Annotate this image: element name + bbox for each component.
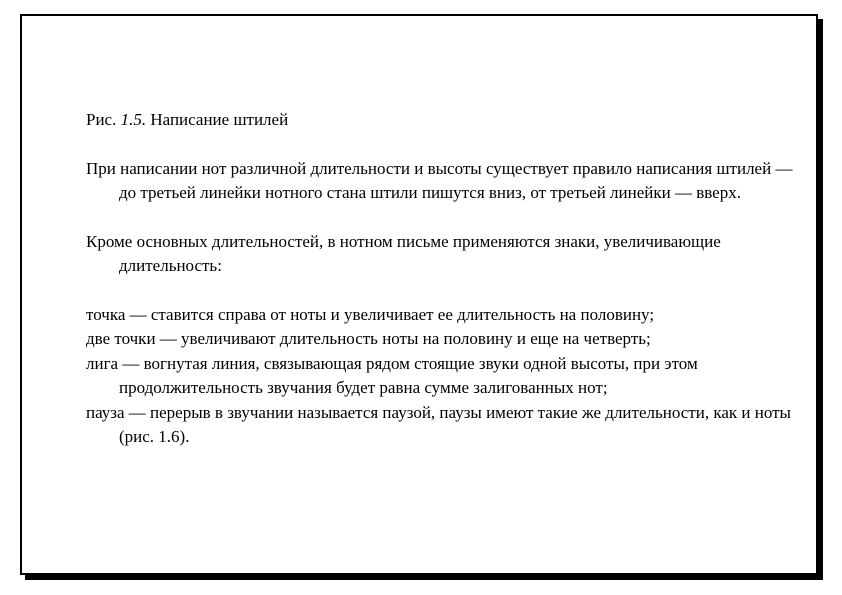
caption-number: 1.5. [120,110,147,129]
list-item-double-dot: две точки — увеличивают длительность ноты на половину и еще на четверть; [86,329,651,348]
paragraph-stems-rule: При написании нот различной длительности и высоты существует правило написания штилей — до третьей линейки нотного стана штили пишутся вниз, от третьей линейки — вверх. [86,158,793,202]
list-item-tie: лига — вогнутая линия, связывающая рядом стоящие звуки одной высоты, при этом продолжительность звучания будет равна сумме залигованных нот; [86,353,698,397]
list-item-rest: пауза — перерыв в звучании называется паузой, паузы имеют такие же длительности, как и ноты (рис. 1.6). [86,402,791,446]
caption-prefix: Рис. [86,110,117,129]
figure-caption [86,108,806,133]
list-item-dot: точка — ставится справа от ноты и увеличивает ее длительность на половину; [86,304,655,324]
text-content [86,108,806,450]
paragraph-duration-signs: Кроме основных длительностей, в нотном письме применяются знаки, увеличивающие длительность: [86,231,721,275]
caption-title: Написание штилей [150,110,289,129]
